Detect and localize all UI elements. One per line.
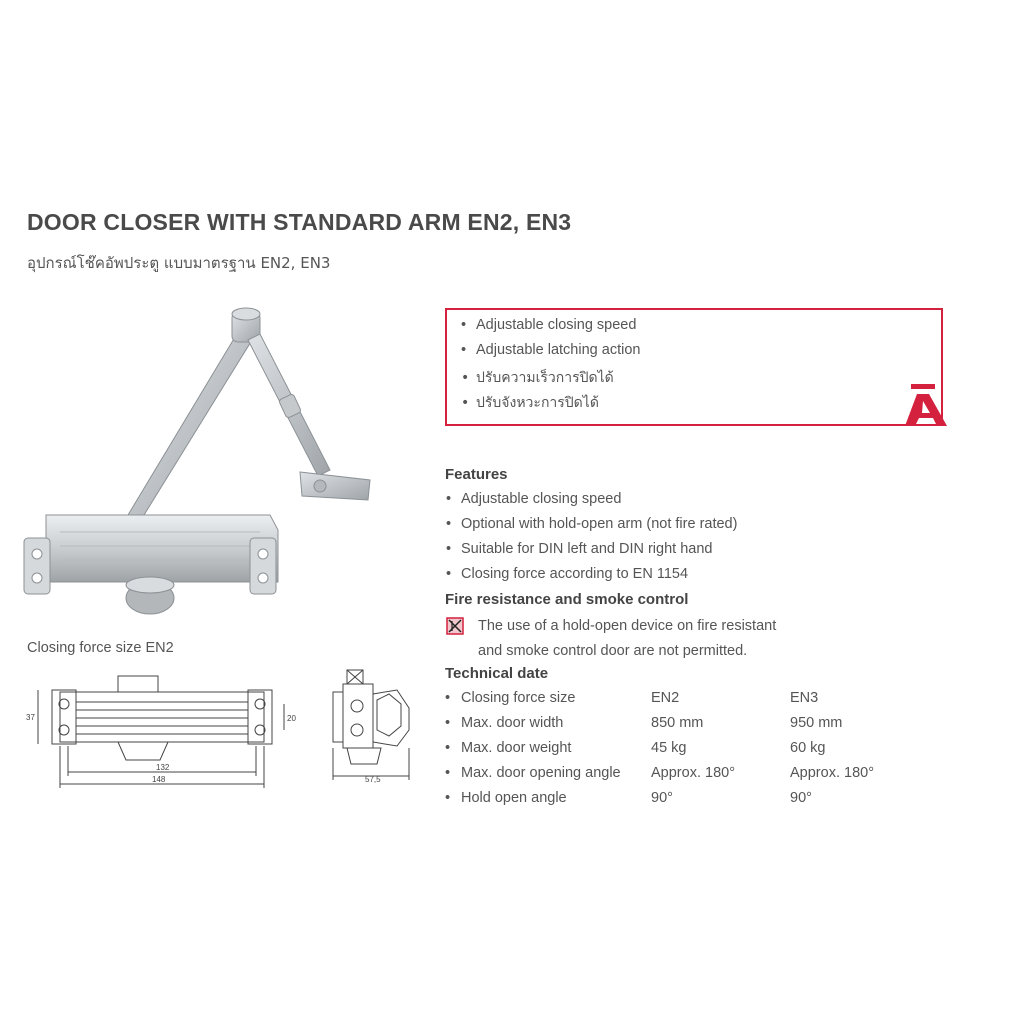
highlight-list xyxy=(460,317,640,418)
door-closer-photo xyxy=(20,300,380,620)
technical-table xyxy=(445,690,945,815)
row-label: Closing force size xyxy=(461,690,576,706)
row-label: Hold open angle xyxy=(461,790,567,806)
row-en2: 850 mm xyxy=(651,715,704,731)
list-item: • ปรับความเร็วการปิดได้ xyxy=(460,367,640,393)
fire-note-line-1: The use of a hold-open device on fire resistant xyxy=(478,618,777,634)
no-hold-open-icon xyxy=(446,617,464,635)
technical-heading: Technical date xyxy=(445,665,549,682)
list-item: • Adjustable latching action xyxy=(460,342,640,367)
row-label: Max. door width xyxy=(461,715,564,731)
list-item: • Suitable for DIN left and DIN right hand xyxy=(445,541,737,566)
page-subtitle: อุปกรณ์โช๊คอัพประตู แบบมาตรฐาน EN2, EN3 xyxy=(27,254,331,272)
dim-inner-length: 132 xyxy=(156,763,170,772)
features-heading: Features xyxy=(445,466,508,483)
table-row: • Max. door opening angle Approx. 180° Approx. 180° xyxy=(445,765,874,781)
list-item: • Adjustable closing speed xyxy=(445,491,737,516)
row-en3: 60 kg xyxy=(790,740,826,756)
features-list xyxy=(445,491,737,591)
row-label: Max. door weight xyxy=(461,740,572,756)
row-label: Max. door opening angle xyxy=(461,765,621,781)
list-item: • Closing force according to EN 1154 xyxy=(445,566,737,591)
table-row: • Closing force size EN2 EN3 xyxy=(445,690,819,706)
dim-depth: 57,5 xyxy=(365,775,381,784)
row-en2: Approx. 180° xyxy=(651,765,735,781)
list-item: • Adjustable closing speed xyxy=(460,317,640,342)
row-en2: 90° xyxy=(651,790,673,806)
list-item: • ปรับจังหวะการปิดได้ xyxy=(460,393,640,418)
dim-height: 37 xyxy=(26,713,35,722)
row-en2: EN2 xyxy=(651,690,680,706)
table-row: • Hold open angle 90° 90° xyxy=(445,790,812,806)
row-en2: 45 kg xyxy=(651,740,687,756)
fire-note-line-2: and smoke control door are not permitted. xyxy=(478,643,748,659)
dim-total-length: 148 xyxy=(152,775,166,784)
row-en3: Approx. 180° xyxy=(790,765,874,781)
diagram-caption: Closing force size EN2 xyxy=(27,640,174,656)
row-en3: EN3 xyxy=(790,690,819,706)
table-row: • Max. door weight 45 kg 60 kg xyxy=(445,740,826,756)
fire-note xyxy=(478,614,776,664)
brand-logo-icon xyxy=(905,384,947,426)
side-view-drawing xyxy=(325,664,425,794)
list-item: • Optional with hold-open arm (not fire rated) xyxy=(445,516,737,541)
table-row: • Max. door width 850 mm 950 mm xyxy=(445,715,843,731)
row-en3: 90° xyxy=(790,790,812,806)
fire-heading: Fire resistance and smoke control xyxy=(445,591,689,608)
front-view-drawing xyxy=(24,664,314,794)
row-en3: 950 mm xyxy=(790,715,843,731)
page-title: DOOR CLOSER WITH STANDARD ARM EN2, EN3 xyxy=(27,209,572,235)
dim-offset: 20 xyxy=(287,714,296,723)
